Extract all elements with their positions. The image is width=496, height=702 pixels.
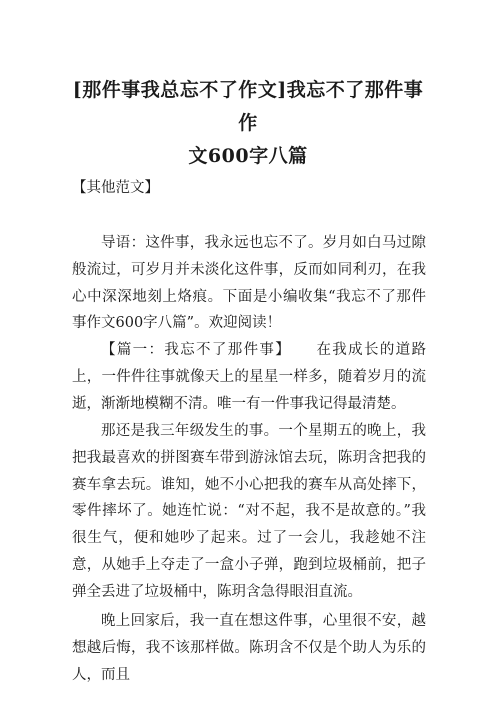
body-paragraph-3: 晚上回家后，我一直在想这件事，心里很不安，越想越后悔，我不该那样做。陈玥含不仅是个助人为乐的人，而且	[72, 613, 426, 683]
piece1-heading: 【篇一：我忘不了那件事】	[101, 342, 292, 358]
piece1-text: 在我成长的道路上，一件件往事就像天上的星星一样多，随着岁月的流逝，渐渐地模糊不清。唯一有一件事我记得最清楚。	[72, 342, 427, 412]
section-label: 【其他范文】	[72, 180, 159, 196]
title-line-1: [那件事我总忘不了作文]我忘不了那件事作	[72, 79, 424, 134]
intro-paragraph: 导语：这件事，我永远也忘不了。岁月如白马过隙般流过，可岁月并未淡化这件事，反而如同利刃，在我心中深深地刻上烙痕。下面是小编收集“我忘不了那件事作文600字八篇”。欢迎阅读！	[72, 235, 426, 332]
body-paragraph-2: 那还是我三年级发生的事。一个星期五的晚上，我把我最喜欢的拼图赛车带到游泳馆去玩，陈玥含把我的赛车拿去玩。谁知，她不小心把我的赛车从高处摔下，零件摔坏了。她连忙说：“对不起，我不是故意的。”我很生气，便和她吵了起来。过了一会儿，我趁她不注意，从她手上夺走了一盒小子弹，跑到垃圾桶前，把子弹全丢进了垃圾桶中，陈玥含急得眼泪直流。	[72, 423, 426, 600]
document-title	[70, 74, 426, 173]
piece1-paragraph	[72, 337, 426, 417]
title-line-2: 文600字八篇	[188, 145, 308, 167]
